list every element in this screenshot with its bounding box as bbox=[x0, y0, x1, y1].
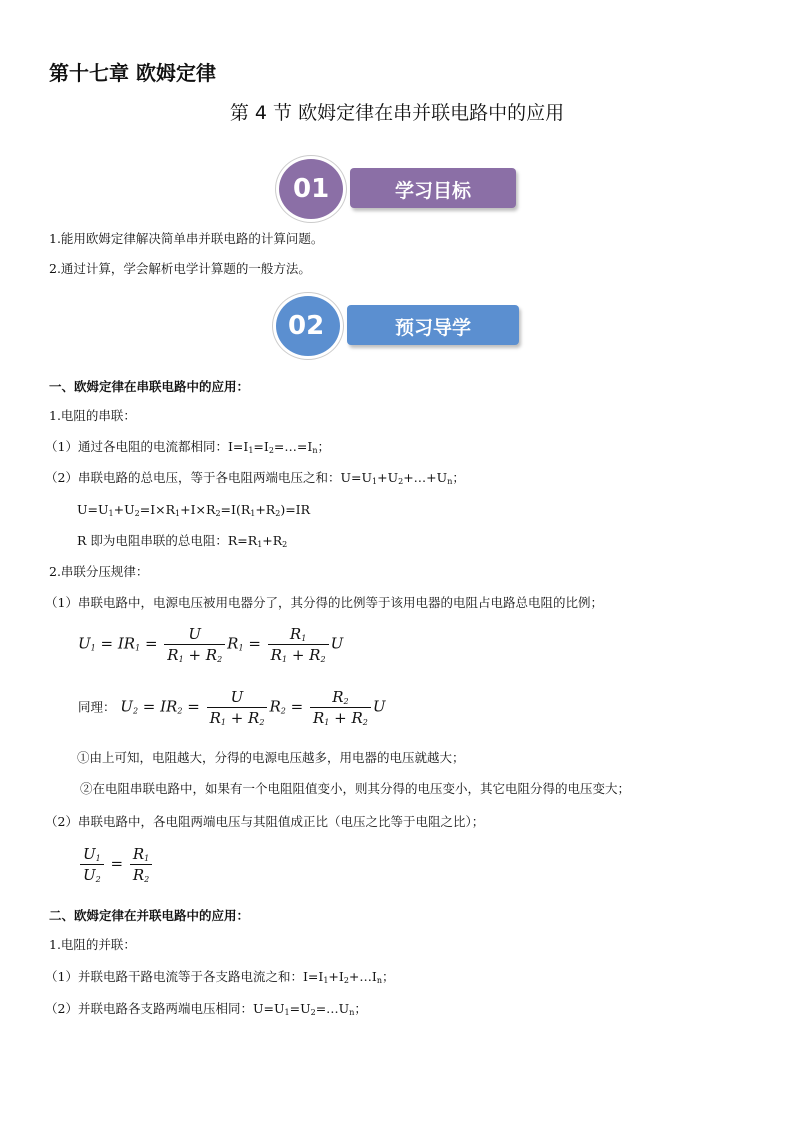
badge-number: 01 bbox=[293, 174, 330, 204]
badge-label: 预习导学 bbox=[394, 317, 471, 339]
formula-ratio: $\frac{U_1}{U_2}$ = $\frac{R_1}{R_2}$ bbox=[78, 845, 154, 884]
part2-sub1: 1.电阻的并联： bbox=[49, 937, 136, 952]
part1-heading: 一、欧姆定律在串联电路中的应用： bbox=[49, 379, 250, 394]
part1-note2: ②在电阻串联电路中，如果有一个电阻阻值变小，则其分得的电压变小，其它电阻分得的电压变大； bbox=[80, 781, 631, 796]
chapter-title: 第十七章 欧姆定律 bbox=[49, 61, 216, 85]
badge-label: 学习目标 bbox=[394, 180, 471, 202]
goal-1: 1.能用欧姆定律解决简单串并联电路的计算问题。 bbox=[49, 231, 324, 246]
badge-banner bbox=[350, 168, 516, 208]
part1-eq1: $U=U_1+U_2=I\times R_1+I\times R_2=I(R_1+R_2)=IR$ bbox=[77, 502, 311, 518]
formula-u2: 同理： $U_2 = IR_2$ = $\frac{U}{R_1 + R_2}$ $R_2$ = $\frac{R_2}{R_1 + R_2}$ U bbox=[78, 688, 386, 727]
badge-banner bbox=[347, 305, 519, 345]
part2-heading: 二、欧姆定律在并联电路中的应用： bbox=[49, 908, 250, 923]
part1-item3: （1）串联电路中，电源电压被用电器分了，其分得的比例等于该用电器的电阻占电路总电阻的比例； bbox=[45, 595, 603, 610]
part1-note1: ①由上可知，电阻越大，分得的电源电压越多，用电器的电压就越大； bbox=[77, 750, 465, 765]
goal-2: 2.通过计算，学会解析电学计算题的一般方法。 bbox=[49, 261, 311, 276]
part1-sub2: 2.串联分压规律： bbox=[49, 564, 149, 579]
badge-number: 02 bbox=[288, 311, 325, 341]
badge-preview-guide bbox=[273, 297, 523, 353]
badge-learning-goals bbox=[276, 160, 518, 214]
part1-item2: （2）串联电路的总电压，等于各电阻两端电压之和：$U=U_1+U_2+\dots+U_n$； bbox=[45, 470, 465, 486]
part1-eq2: R 即为电阻串联的总电阻：$R=R_1+R_2$ bbox=[77, 533, 288, 549]
part2-item1: （1）并联电路干路电流等于各支路电流之和：$I=I_1+I_2+\dots I_n$； bbox=[45, 969, 395, 985]
part1-item4: （2）串联电路中，各电阻两端电压与其阻值成正比（电压之比等于电阻之比）； bbox=[45, 814, 485, 829]
part1-sub1: 1.电阻的串联： bbox=[49, 408, 136, 423]
part1-item1: （1）通过各电阻的电流都相同：$I=I_1=I_2=\dots=I_n$； bbox=[45, 439, 330, 455]
formula-u1: $U_1 = IR_1$ = $\frac{U}{R_1 + R_2}$ $R_1$ = $\frac{R_1}{R_1 + R_2}$ U bbox=[78, 625, 344, 664]
part2-item2: （2）并联电路各支路两端电压相同：$U=U_1=U_2=\dots U_n$； bbox=[45, 1001, 367, 1017]
section-title: 第 4 节 欧姆定律在串并联电路中的应用 bbox=[229, 102, 565, 124]
